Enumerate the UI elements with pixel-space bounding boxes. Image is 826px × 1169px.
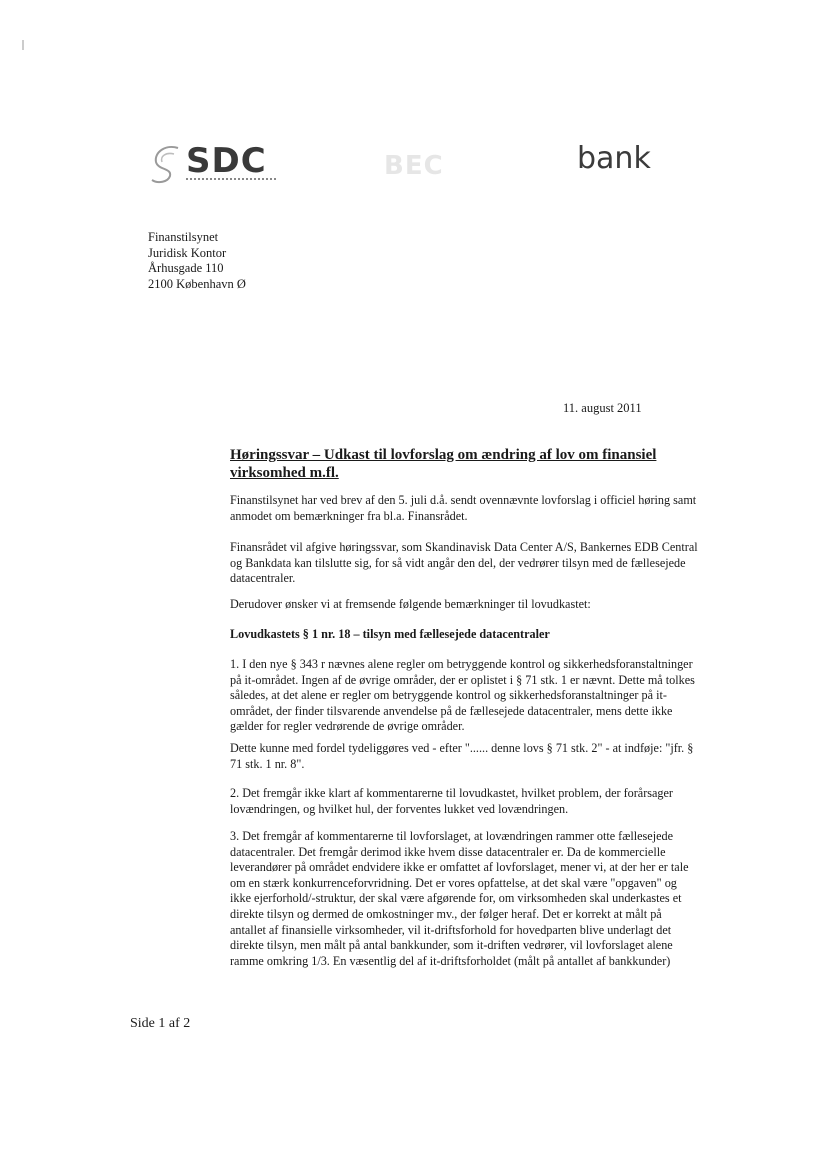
paragraph: Derudover ønsker vi at fremsende følgende bemærkninger til lovudkastet:: [230, 597, 591, 611]
recipient-line: Finanstilsynet: [148, 230, 219, 244]
bank-logo: bank: [577, 141, 651, 176]
letter-title: Høringssvar – Udkast til lovforslag om ændring af lov om finansiel virksomhed m.fl.: [230, 447, 657, 481]
paragraph: Finansrådet vil afgive høringssvar, som Skandinavisk Data Center A/S, Bankernes EDB Central og Bankdata kan tilslutte sig, for så vidt angår den del, der vedrører tilsyn med de fællesejede datacentraler.: [230, 540, 698, 586]
sdc-logo-subline: [186, 178, 276, 184]
recipient-line: 2100 København Ø: [148, 276, 246, 291]
recipient-line: Århusgade 110: [148, 261, 224, 275]
bec-logo: BEC: [384, 151, 444, 181]
paragraph: 1. I den nye § 343 r nævnes alene regler om betryggende kontrol og sikkerhedsforanstaltninger på it-området. Ingen af de øvrige områder, der er oplistet i § 71 stk. 1 er nævnt. Dette må tolkes således, at det alene er regler om betryggende kontrol og sikkerhedsforanstaltninger på it-området, der finder tilsvarende anvendelse på de fællesejede datacentraler, mens dette ikke gælder for regler vedrørende de øvrige områder.: [230, 657, 695, 734]
letter-date: 11. august 2011: [563, 401, 642, 415]
recipient-address: [148, 230, 246, 292]
page-footer: Side 1 af 2: [130, 1016, 191, 1031]
scan-mark: [22, 40, 24, 50]
recipient-line: Juridisk Kontor: [148, 245, 227, 260]
paragraph: 3. Det fremgår af kommentarerne til lovforslaget, at lovændringen rammer otte fællesejede datacentraler. Det fremgår derimod ikke hvem disse datacentraler er. Da de kommercielle leverandører på området endvidere ikke er omfattet af lovforslaget, mener vi, at der her er tale om en stærk konkurrenceforvridning. Det er vores opfattelse, at det skal være "opgaven" og ikke ejerforhold/-struktur, der skal være afgørende for, om virksomheden skal underkastes et direkte tilsyn og dermed de omkostninger mv., der følger heraf. Det er korrekt at målt på antallet af finansielle virksomheder, vil it-driftsforhold for hovedparten blive underlagt det direkte tilsyn, men målt på antal bankkunder, som it-driften vedrører, vil lovforslaget alene ramme omkring 1/3. En væsentlig del af it-driftsforholdet (målt på antallet af bankkunder): [230, 829, 689, 968]
sdc-logo-text: SDC: [186, 141, 267, 181]
sdc-swirl-icon: [148, 142, 184, 186]
sdc-logo: [148, 140, 278, 188]
paragraph: Dette kunne med fordel tydeliggøres ved - efter "...... denne lovs § 71 stk. 2" - at indføje: "jfr. § 71 stk. 1 nr. 8".: [230, 741, 694, 771]
paragraph: Finanstilsynet har ved brev af den 5. juli d.å. sendt ovennævnte lovforslag i officiel høring samt anmodet om bemærkninger fra bl.a. Finansrådet.: [230, 493, 697, 523]
paragraph: 2. Det fremgår ikke klart af kommentarerne til lovudkastet, hvilket problem, der forårsager lovændringen, og hvilket hul, der forventes lukket ved lovændringen.: [230, 786, 673, 816]
section-heading: Lovudkastets § 1 nr. 18 – tilsyn med fællesejede datacentraler: [230, 627, 550, 641]
